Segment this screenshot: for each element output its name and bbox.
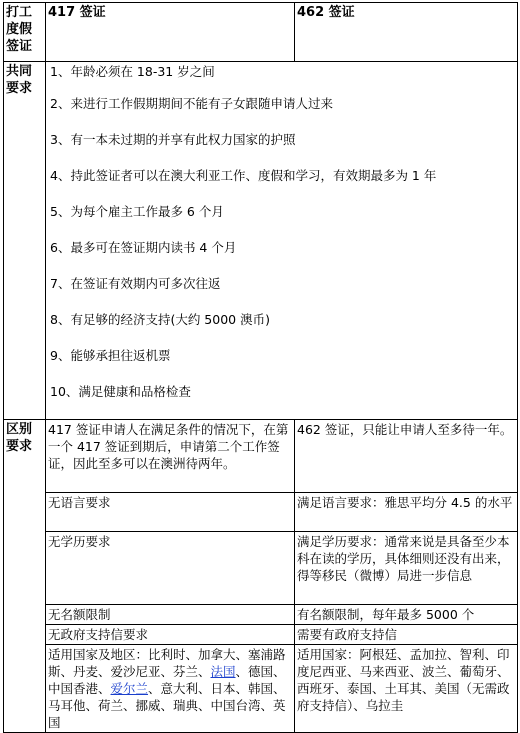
- requirement-item: 8、有足够的经济支持(大约 5000 澳币): [50, 312, 270, 327]
- visa-comparison-table: [3, 2, 518, 733]
- column-417-heading: 417 签证: [46, 3, 295, 62]
- requirement-item: 9、能够承担往返机票: [50, 348, 171, 363]
- countries-text: 、德国、中国香港、: [48, 664, 286, 696]
- diff-462-quota: 有名额限制，每年最多 5000 个: [295, 605, 518, 625]
- diff-row: [4, 532, 518, 605]
- diff-row: [4, 605, 518, 625]
- diff-417-countries: [46, 645, 295, 733]
- diff-462-language: 满足语言要求：雅思平均分 4.5 的水平: [295, 493, 518, 532]
- diff-417-language: 无语言要求: [46, 493, 295, 532]
- diff-417-support-letter: 无政府支持信要求: [46, 625, 295, 645]
- diff-462-countries: 适用国家：阿根廷、孟加拉、智利、印度尼西亚、马来西亚、波兰、葡萄牙、西班牙、泰国、土耳其、美国（无需政府支持信）、乌拉圭: [295, 645, 518, 733]
- countries-text: 适用国家及地区：比利时、加拿大、塞浦路斯、丹麦、爱沙尼亚、芬兰、: [48, 647, 286, 679]
- requirement-item: 3、有一本未过期的并享有此权力国家的护照: [50, 132, 296, 147]
- requirement-item: 4、持此签证者可以在澳大利亚工作、度假和学习，有效期最多为 1 年: [50, 168, 437, 183]
- requirement-item: 10、满足健康和品格检查: [50, 384, 191, 399]
- ireland-link[interactable]: 爱尔兰: [110, 681, 149, 696]
- header-label: 打工度假签证: [4, 3, 46, 62]
- requirement-item: 1、年龄必须在 18-31 岁之间: [50, 64, 215, 79]
- common-requirements-label: 共同要求: [4, 62, 46, 420]
- requirement-item: 2、来进行工作假期期间不能有子女跟随申请人过来: [50, 96, 333, 111]
- diff-462-education: 满足学历要求：通常来说是具备至少本科在读的学历，具体细则还没有出来，得等移民（微博）局进一步信息: [295, 532, 518, 605]
- diff-417-quota: 无名额限制: [46, 605, 295, 625]
- requirement-item: 7、在签证有效期内可多次往返: [50, 276, 221, 291]
- column-462-heading: 462 签证: [295, 3, 518, 62]
- countries-text: 、意大利、日本、韩国、马耳他、荷兰、挪威、瑞典、中国台湾、英国: [48, 681, 286, 730]
- diff-417-duration: 417 签证申请人在满足条件的情况下，在第一个 417 签证到期后，申请第二个工作签证，因此至多可以在澳洲待两年。: [46, 420, 295, 493]
- requirement-item: 6、最多可在签证期内读书 4 个月: [50, 240, 237, 255]
- diff-462-duration: 462 签证，只能让申请人至多待一年。: [295, 420, 518, 493]
- common-requirements-row: [4, 62, 518, 420]
- common-requirements-list: [46, 62, 518, 420]
- header-row: [4, 3, 518, 62]
- diff-row: [4, 493, 518, 532]
- diff-row: [4, 420, 518, 493]
- diff-row: [4, 625, 518, 645]
- diff-row: [4, 645, 518, 733]
- requirement-item: 5、为每个雇主工作最多 6 个月: [50, 204, 224, 219]
- diff-462-support-letter: 需要有政府支持信: [295, 625, 518, 645]
- different-requirements-label: 区别要求: [4, 420, 46, 733]
- diff-417-education: 无学历要求: [46, 532, 295, 605]
- france-link[interactable]: 法国: [210, 664, 236, 679]
